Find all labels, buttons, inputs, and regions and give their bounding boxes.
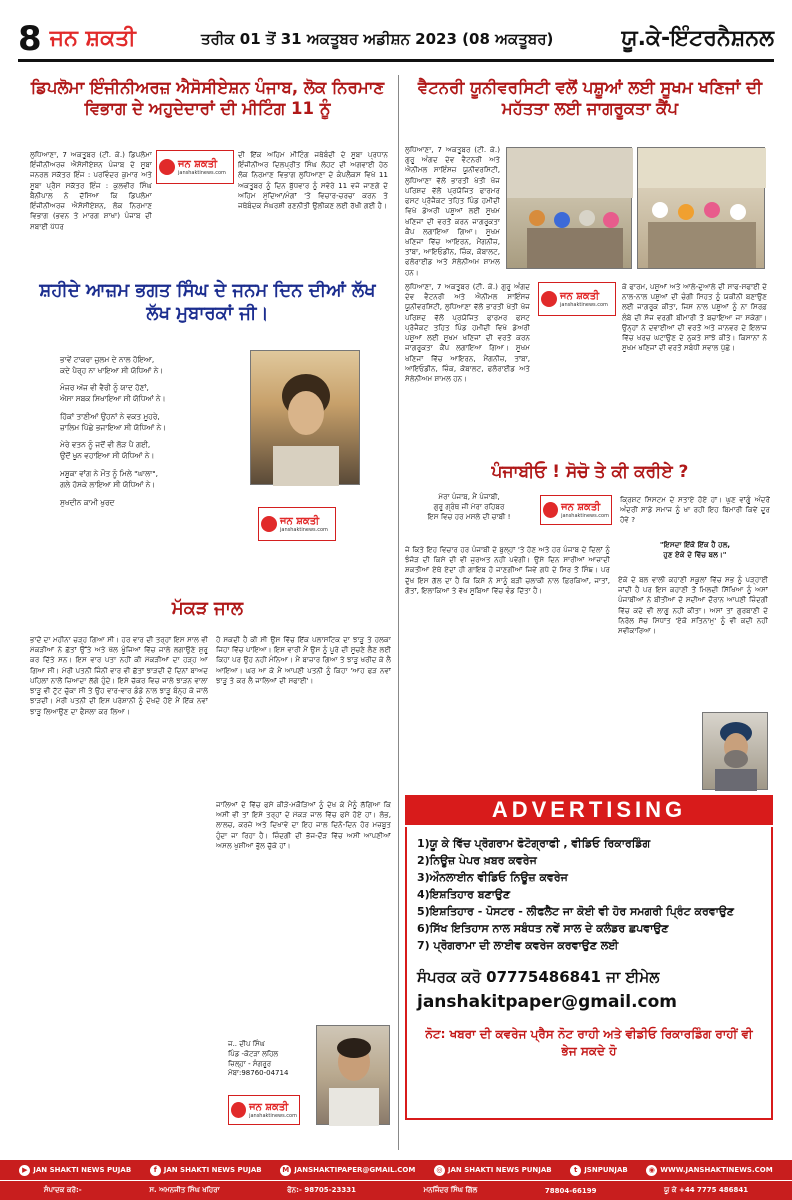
section-title: ਯੂ.ਕੇ-ਇੰਟਰਨੈਸ਼ਨਲ (621, 26, 774, 51)
ad-email[interactable]: janshakitpaper@gmail.com (417, 992, 678, 1013)
footer-contact-item: ਸੰਪਾਦਕ ਕਰੋ:- (43, 1186, 82, 1194)
article4-col2: ਕੇ ਫਾਰਮ, ਪਸ਼ੂਆਂ ਅਤੇ ਆਲੇ-ਦੁਆਲੇ ਦੀ ਸਾਫ-ਸਫਾਈ ਦੇ ਨਾਲ-ਨਾਲ ਪਸ਼ੂਆਂ ਦੀ ਚੰਗੀ ਸਿਹਤ ਨੂੰ ਯਕੀਨੀ ਬਣਾਉਣ ਲਈ ਜਾਗਰੂਕ ਕੀਤਾ, ਜਿਸ ਨਾਲ ਪਸ਼ੂਆਂ ਨੂੰ ਨਾ ਸਿਰਫ਼ ਲੰਬੇ ਦੀ ਸੋਜ ਵਰਗੀ ਬੀਮਾਰੀ ਤੋਂ ਬਚਾਇਆ ਜਾ ਸਕੇਗਾ। ਉਨ੍ਹਾਂ ਨੇ ਦਵਾਈਆਂ ਦੀ ਵਰਤੋਂ ਅਤੇ ਜਾਨਵਰ ਦੇ ਇਲਾਜ ਵਿੱਚ ਖਰਚ ਘਟਾਉਣ ਦੇ ਨੁਕਤੇ ਸਾਂਝੇ ਕੀਤੇ। ਕਿਸਾਨਾਂ ਨੇ ਸੂਖਮ ਖਣਿਜਾਂ ਦੀ ਵਰਤੋਂ ਸਬੰਧੀ ਸਵਾਲ ਪੁੱਛੇ। (622, 282, 767, 353)
poem (60, 355, 240, 516)
article5-quote: "ਇਸਦਾ ਇੱਕੋ ਇੱਕ ਹੈ ਹਲ, ਹੁਣ ਏਕੇ ਦੇ ਵਿੱਚ ਬਲ।" (659, 540, 731, 560)
edition-dateline: ਤਰੀਕ 01 ਤੋਂ 31 ਅਕਤੂਬਰ ਅਡੀਸ਼ਨ 2023 (08 ਅਕਤੂਬਰ) (200, 29, 554, 48)
footer-social-label: JANSHAKTIPAPER@GMAIL.COM (294, 1166, 416, 1174)
footer-social-label: JSNPUNJAB (584, 1166, 628, 1174)
article5-intro-left: ਮੇਰਾ ਪੰਜਾਬ, ਮੈਂ ਪੰਜਾਬੀ, ਗੁਰੂ ਗ੍ਰੰਥ ਜੀ ਮੇਰਾ ਰਹਿਬਰ ਇਸ ਵਿਚ ਹਰ ਮਸਲੇ ਦੀ ਚਾਬੀ ! (427, 492, 511, 522)
logo-site: janshaktinews.com (560, 301, 608, 308)
author-photo (702, 712, 768, 790)
ad-note: ਨੋਟ: ਖਬਰਾ ਦੀ ਕਵਰੇਜ ਪ੍ਰੈਸ ਨੋਟ ਰਾਹੀ ਅਤੇ ਵੀਡੀਓ ਰਿਕਾਰਡਿੰਗ ਰਾਹੀਂ ਵੀ ਭੇਜ ਸਕਦੇ ਹੋ (425, 1027, 753, 1059)
advertising-box (405, 827, 773, 1120)
footer-social-row (0, 1160, 792, 1180)
logo-name: ਜਨ ਸ਼ਕਤੀ (178, 158, 218, 170)
masthead (18, 18, 774, 62)
article4-headline: ਵੈਟਨਰੀ ਯੂਨੀਵਰਸਿਟੀ ਵਲੋਂ ਪਸ਼ੂਆਂ ਲਈ ਸੂਖਮ ਖਣਿਜਾਂ ਦੀ ਮਹੱਤਤਾ ਲਈ ਜਾਗਰੂਕਤਾ ਕੈਂਪ (417, 78, 763, 118)
logo-mark-icon (543, 502, 558, 518)
article5-intro-right: ਕ੍ਰਿਸ਼ਟ ਸਿਸਟਮ ਦੇ ਸਤਾਏ ਹੋਏ ਹਾਂ। ਘੁਣ ਵਾਂਗੂੰ ਅੰਦਰੋਂ ਅੰਦਰੀਂ ਸਾਡੇ ਸਮਾਜ ਨੂੰ ਖਾ ਰਹੀ ਇਹ ਬਿਮਾਰੀ ਕਿਵੇਂ ਦੂਰ ਹੋਵੇ ? (620, 495, 770, 525)
logo-mark-icon (261, 516, 277, 532)
instagram-icon: ◎ (434, 1165, 445, 1176)
poem-stanza: ਹਿੱਕਾਂ ਤਾਣੀਆਂ ਉਹਨਾਂ ਨੇ ਵਕਤ ਮੂਹਰੇ, ਜ਼ਾਲਿਮ ਪਿੱਛੇ ਭਜਾਇਆ ਸੀ ਯੋਧਿਆਂ ਨੇ। (60, 411, 167, 432)
footer-social-label: WWW.JANSHAKTINEWS.COM (660, 1166, 773, 1174)
page-number: 8 (18, 18, 42, 59)
article3-col3: ਜਾਲਿਆਂ ਦੇ ਵਿੱਚ ਫਸੇ ਕੀੜੇ-ਮਕੌੜਿਆਂ ਨੂੰ ਦੇਖ ਕੇ ਮੈਨੂੰ ਲੱਗਿਆ ਕਿ ਅਸੀਂ ਵੀ ਤਾਂ ਇਸੇ ਤਰ੍ਹਾਂ ਦੇ ਮੱਕੜ ਜਾਲ ਵਿੱਚ ਫਸੇ ਹੋਏ ਹਾਂ। ਲੋਭ, ਲਾਲਚ, ਕਰਜ਼ੇ ਅਤੇ ਦਿਖਾਵੇ ਦਾ ਇਹ ਜਾਲ ਦਿਨੋ-ਦਿਨ ਹੋਰ ਮਜ਼ਬੂਤ ਹੁੰਦਾ ਜਾ ਰਿਹਾ ਹੈ। ਜ਼ਿੰਦਗੀ ਦੀ ਭੱਜ-ਦੌੜ ਵਿੱਚ ਅਸੀਂ ਆਪਣੀਆਂ ਅਸਲ ਖੁਸ਼ੀਆਂ ਭੁੱਲ ਚੁੱਕੇ ਹਾਂ। (216, 800, 391, 850)
logo-site: janshaktinews.com (178, 169, 226, 176)
author-phone: ਮੋਬਾ:98760-04714 (228, 1069, 289, 1078)
footer-contacts-row (0, 1180, 792, 1200)
article2-headline: ਸ਼ਹੀਦੇ ਆਜ਼ਮ ਭਗਤ ਸਿੰਘ ਦੇ ਜਨਮ ਦਿਨ ਦੀਆਂ ਲੱਖ ਲੱਖ ਮੁਬਾਰਕਾਂ ਜੀ। (39, 280, 376, 324)
poem-author: ਸੁਖਦੀਨ ਕਾਮੀ ਖੁਰਦ (60, 498, 115, 508)
youtube-icon: ▶ (19, 1165, 30, 1176)
logo-site: janshaktinews.com (561, 512, 609, 519)
ad-service-item: 4)ਇਸ਼ਤਿਹਾਰ ਬਣਾਉਣ (417, 888, 510, 902)
newspaper-logo (258, 507, 336, 541)
author-name: ਜ.. ਦੀਪ ਸਿੰਘ (228, 1040, 265, 1048)
footer-social-link[interactable] (19, 1165, 131, 1176)
footer-social-link[interactable] (646, 1165, 772, 1176)
author-place: ਪਿੰਡ -ਕੋਟੜਾ ਲਹਿਲ (228, 1049, 279, 1058)
logo-name: ਜਨ ਸ਼ਕਤੀ (280, 515, 320, 527)
ad-contact-line: ਸੰਪਰਕ ਕਰੋ 07775486841 ਜਾ ਈਮੇਲ (417, 968, 660, 987)
article4-col1-top: ਲੁਧਿਆਣਾ, 7 ਅਕਤੂਬਰ (ਟੀ. ਕੇ.) ਗੁਰੂ ਅੰਗਦ ਦੇਵ ਵੈਟਨਰੀ ਅਤੇ ਐਨੀਮਲ ਸਾਇੰਸਜ਼ ਯੂਨੀਵਰਸਿਟੀ, ਲੁਧਿਆਣਾ ਵੱਲੋਂ ਭਾਰਤੀ ਖੇਤੀ ਖੋਜ ਪਰਿਸ਼ਦ ਵੱਲੋਂ ਪ੍ਰਯੋਜਿਤ ਫਾਰਮਰ ਫਸਟ ਪ੍ਰੋਜੈਕਟ ਤਹਿਤ ਪਿੰਡ ਹਮੀਦੀ ਵਿਖੇ ਡੇਅਰੀ ਪਸ਼ੂਆਂ ਲਈ ਸੂਖਮ ਖਣਿਜਾਂ ਦੀ ਵਰਤੋਂ ਕਰਨ ਜਾਗਰੂਕਤਾ ਕੈਂਪ ਲਗਾਇਆ ਗਿਆ। ਸੂਖਮ ਖਣਿਜਾਂ ਵਿੱਚ ਆਇਰਨ, ਮੈਂਗਨੀਜ਼, ਤਾਂਬਾ, ਆਇਓਡੀਨ, ਜ਼ਿੰਕ, ਕੋਬਾਲਟ, ਫਲੋਰਾਈਡ ਅਤੇ ਸੇਲੇਨੀਅਮ ਸ਼ਾਮਲ ਹਨ। (405, 145, 500, 277)
camp-photo-2 (637, 147, 765, 269)
logo-name: ਜਨ ਸ਼ਕਤੀ (560, 290, 600, 302)
poem-stanza: ਮੇਰੇ ਵਤਨ ਨੂੰ ਜਦੋਂ ਵੀ ਲੋੜ ਪੈ ਗਈ, ਉਦੋਂ ਖੂਨ ਵਹਾਇਆ ਸੀ ਯੋਧਿਆਂ ਨੇ। (60, 440, 155, 461)
article3-col2: ਹੋ ਸਕਦੀ ਹੈ ਕੀ ਸੀ ਉਸ ਵਿੱਚ ਇੱਕ ਪਲਾਸਟਿਕ ਦਾ ਝਾੜੂ ਤੇ ਹਲਕਾ ਜਿਹਾ ਵਿੱਚ ਪਾਇਆ। ਇਸ ਵਾਰੀ ਮੈਂ ਉਸ ਨੂੰ ਪੂਰੇ ਦੀ ਸੂਚਣੇ ਲੈਣ ਲਈ ਕਿਹਾ ਪਰ ਉਹ ਨਹੀਂ ਮੰਨਿਆ। ਮੈਂ ਬਾਜ਼ਾਰ ਗਿਆ ਤੇ ਝਾੜੂ ਖਰੀਦ ਕੇ ਲੈ ਆਇਆ। ਘਰ ਆ ਕੇ ਮੈਂ ਆਪਣੀ ਪਤਨੀ ਨੂੰ ਕਿਹਾ 'ਆਹ ਫੜ ਨਵਾਂ ਝਾੜੂ ਤੇ ਕਰ ਲੈ ਜਾਲਿਆਂ ਦੀ ਸਫਾਈ'। (216, 635, 391, 685)
column-divider (398, 75, 399, 1150)
footer-social-link[interactable] (150, 1165, 262, 1176)
footer-contact-item: ਸ. ਅਮਨਜੀਤ ਸਿੰਘ ਖਹਿਰਾ (149, 1186, 220, 1194)
author-district: ਜ਼ਿਲ੍ਹਾ - ਸੰਗਰੂਰ (228, 1059, 272, 1068)
newspaper-logo (156, 150, 234, 184)
author-photo-illustration (317, 1026, 391, 1126)
newspaper-brand: ਜਨ ਸ਼ਕਤੀ (49, 26, 136, 51)
article1-headline: ਡਿਪਲੋਮਾ ਇੰਜੀਨੀਅਰਜ਼ ਐਸੋਸੀਏਸ਼ਨ ਪੰਜਾਬ, ਲੋਕ ਨਿਰਮਾਣ ਵਿਭਾਗ ਦੇ ਅਹੁਦੇਦਾਰਾਂ ਦੀ ਮੀਟਿੰਗ 11 ਨੂੰ (30, 78, 385, 118)
logo-mark-icon (541, 291, 557, 307)
poem-stanza: ਭਾਵੇਂ ਟਾਕਰਾ ਜ਼ੁਲਮ ਦੇ ਨਾਲ ਹੋਇਆ, ਕਦੇ ਪੈਰ੍ਹ ਨਾ ਖਾਇਆ ਸੀ ਯੋਧਿਆਂ ਨੇ। (60, 355, 164, 375)
logo-mark-icon (231, 1102, 246, 1118)
footer-social-label: JAN SHAKTI NEWS PUJAB (163, 1166, 262, 1174)
author-photo (316, 1025, 390, 1125)
footer-social-label: JAN SHAKTI NEWS PUNJAB (447, 1166, 552, 1174)
gmail-icon: M (280, 1165, 291, 1176)
newspaper-logo (538, 282, 616, 316)
article5-headline: ਪੰਜਾਬੀਓ ! ਸੋਚੋ ਤੇ ਕੀ ਕਰੀਏ ? (491, 462, 689, 482)
twitter-icon: t (570, 1165, 581, 1176)
article5-col1: ਜੇ ਕਿਤੇ ਇਹ ਵਿਚਾਰ ਹਰ ਪੰਜਾਬੀ ਦੇ ਬੁਲ੍ਹਾਂ 'ਤੇ ਹੋਣ ਅਤੇ ਹਰ ਪੰਜਾਬ ਦੇ ਦਿਲਾਂ ਨੂੰ ਝੰਜੋੜ ਦੀ ਕਿਸੇ ਦੀ ਵੀ ਜੁਰਅਤ ਨਹੀਂ ਪਵੇਗੀ। ਉਸੇ ਦਿਨ ਸਾਰੀਆਂ ਆਜ਼ਾਦੀ ਸ਼ਕਤੀਆਂ ਏਥੇ ਏਦਾਂ ਹੀ ਗਾਇਬ ਹੋ ਜਾਣਗੀਆਂ ਜਿਵੇਂ ਗਧੇ ਦੇ ਸਿਰ ਤੋਂ ਸਿੰਙ। ਪਰ ਦੁੱਖ ਇਸ ਗੱਲ ਦਾ ਹੈ ਕਿ ਕਿਸੇ ਨੇ ਸਾਨੂੰ ਬੜੀ ਚਲਾਕੀ ਨਾਲ ਫ਼ਿਰਕਿਆਂ, ਜਾਤਾਂ, ਗੋਤਾਂ, ਇਲਾਕਿਆਂ ਤੇ ਵੱਖ ਸੂਬਿਆਂ ਵਿੱਚ ਵੰਡ ਦਿੱਤਾ ਹੈ। (405, 545, 610, 595)
footer-social-label: JAN SHAKTI NEWS PUJAB (33, 1166, 132, 1174)
article1-col2: ਦੀ ਇੱਕ ਅਹਿਮ ਮੀਟਿੰਗ ਜਥੇਬੰਦੀ ਦੇ ਸੂਬਾ ਪ੍ਰਧਾਨ ਇੰਜੀਨੀਅਰ ਦਿਲਪ੍ਰੀਤ ਸਿੰਘ ਲੋਹਟ ਦੀ ਅਗਵਾਈ ਹੇਠ ਲੋਕ ਨਿਰਮਾਣ ਵਿਭਾਗ ਲੁਧਿਆਣਾ ਦੇ ਕੰਪਲੈਕਸ ਵਿਖੇ 11 ਅਕਤੂਬਰ ਨੂੰ ਦਿਨ ਬੁੱਧਵਾਰ ਨੂੰ ਸਵੇਰੇ 11 ਵਜੇ ਜਾਣਗੇ ਦੇ ਅਹਿਮ ਮੁੱਦਿਆਂ/ਮੰਗਾਂ 'ਤੇ ਵਿਚਾਰ-ਚਰਚਾ ਕਰਨ ਤੇ ਜਥੇਬੰਦਕ ਸੰਘਰਸ਼ੀ ਰਣਨੀਤੀ ਉਲੀਕਣ ਲਈ ਰੱਖੀ ਗਈ ਹੈ। (238, 150, 388, 211)
facebook-icon: f (150, 1165, 161, 1176)
article3-headline: ਮੱਕੜ ਜਾਲ (171, 598, 244, 619)
portrait-illustration (251, 351, 361, 486)
footer-contact-item: ਫੋਨ:- 98705-23331 (287, 1186, 356, 1194)
advertising-services (407, 827, 771, 954)
ad-service-item: 6)ਸਿੱਖ ਇਤਿਹਾਸ ਨਾਲ ਸਬੰਧਤ ਨਵੇਂ ਸਾਲ ਦੇ ਕਲੰਡਰ ਛਪਵਾਉਣ (417, 922, 669, 936)
logo-name: ਜਨ ਸ਼ਕਤੀ (561, 501, 601, 513)
article4-col1-bottom: ਲੁਧਿਆਣਾ, 7 ਅਕਤੂਬਰ (ਟੀ. ਕੇ.) ਗੁਰੂ ਅੰਗਦ ਦੇਵ ਵੈਟਨਰੀ ਅਤੇ ਐਨੀਮਲ ਸਾਇੰਸਜ਼ ਯੂਨੀਵਰਸਿਟੀ, ਲੁਧਿਆਣਾ ਵੱਲੋਂ ਭਾਰਤੀ ਖੇਤੀ ਖੋਜ ਪਰਿਸ਼ਦ ਵੱਲੋਂ ਪ੍ਰਯੋਜਿਤ ਫਾਰਮਰ ਫਸਟ ਪ੍ਰੋਜੈਕਟ ਤਹਿਤ ਪਿੰਡ ਹਮੀਦੀ ਵਿਖੇ ਡੇਅਰੀ ਪਸ਼ੂਆਂ ਲਈ ਸੂਖਮ ਖਣਿਜਾਂ ਦੀ ਵਰਤੋਂ ਕਰਨ ਜਾਗਰੂਕਤਾ ਕੈਂਪ ਲਗਾਇਆ ਗਿਆ। ਸੂਖਮ ਖਣਿਜਾਂ ਵਿੱਚ ਆਇਰਨ, ਮੈਂਗਨੀਜ਼, ਤਾਂਬਾ, ਆਇਓਡੀਨ, ਜ਼ਿੰਕ, ਕੋਬਾਲਟ, ਫਲੋਰਾਈਡ ਅਤੇ ਸੇਲੇਨੀਅਮ ਸ਼ਾਮਲ ਹਨ। (405, 282, 530, 383)
footer-social-link[interactable] (434, 1165, 552, 1176)
author-photo-illustration (703, 713, 769, 791)
logo-name: ਜਨ ਸ਼ਕਤੀ (249, 1101, 289, 1113)
logo-site: janshaktinews.com (280, 526, 328, 533)
article3-col1: ਭਾਦੋਂ ਦਾ ਮਹੀਨਾ ਚੜ੍ਹ ਗਿਆ ਸੀ। ਹਰ ਵਾਰ ਦੀ ਤਰ੍ਹਾਂ ਇਸ ਸਾਲ ਵੀ ਮੱਕੜੀਆਂ ਨੇ ਛੱਤਾਂ ਉੱਤੇ ਅਤੇ ਖੱਲ ਖੂੰਜਿਆਂ ਵਿੱਚ ਜਾਲੇ ਲਗਾਉਣੇ ਸ਼ੁਰੂ ਕਰ ਦਿੱਤੇ ਸਨ। ਇਸ ਵਾਰ ਪਤਾ ਨਹੀਂ ਕੀ ਮੱਕੜੀਆਂ ਦਾ ਹੜ੍ਹ ਆ ਗਿਆ ਸੀ। ਮੇਰੀ ਪਤਨੀ ਜਿੰਨੀ ਵਾਰ ਵੀ ਛੱਤਾਂ ਝਾੜਦੀ ਦੋ ਦਿਨਾਂ ਬਾਅਦ ਪਹਿਲਾਂ ਨਾਲੋਂ ਜ਼ਿਆਦਾ ਲੱਗੇ ਹੁੰਦੇ। ਇਸੇ ਚੱਕਰ ਵਿਚ ਜਾਲੇ ਝਾੜਨ ਵਾਲਾ ਝਾੜੂ ਵੀ ਟੁੱਟ ਚੁੱਕਾ ਸੀ ਤੇ ਉਹ ਵਾਰ-ਵਾਰ ਡੰਡੇ ਨਾਲ ਝਾੜੂ ਬੰਨ੍ਹ ਕੇ ਜਾਲੇ ਝਾੜਦੀ। ਮੇਰੀ ਪਤਨੀ ਦੀ ਇਸ ਪਰੇਸ਼ਾਨੀ ਨੂੰ ਦੇਖਦੇ ਹੋਏ ਮੈਂ ਇੱਕ ਨਵਾਂ ਝਾੜੂ ਲਿਆਉਣ ਦਾ ਫੈਸਲਾ ਕਰ ਲਿਆ। (30, 635, 208, 716)
camp-photo-illustration (638, 148, 766, 270)
bhagat-singh-portrait (250, 350, 360, 485)
footer-bar (0, 1160, 792, 1200)
footer-social-link[interactable] (280, 1165, 415, 1176)
ad-service-item: 7) ਪ੍ਰੋਗਰਾਮਾ ਦੀ ਲਾਈਵ ਕਵਰੇਜ ਕਰਵਾਉਣ ਲਈ (417, 939, 619, 953)
newspaper-logo (228, 1095, 300, 1125)
camp-photo-1 (506, 147, 632, 269)
article1-col1: ਲੁਧਿਆਣਾ, 7 ਅਕਤੂਬਰ (ਟੀ. ਕੇ.) ਡਿਪਲੋਮਾ ਇੰਜੀਨੀਅਰਜ਼ ਐਸੋਸੀਏਸ਼ਨ ਪੰਜਾਬ ਦੇ ਸੂਬਾ ਜਨਰਲ ਸਕੱਤਰ ਇੰਜ : ਪਰਵਿੰਦਰ ਕੁਮਾਰ ਅਤੇ ਸੂਬਾ ਪ੍ਰੈਸ ਸਕੱਤਰ ਇੰਜ : ਕੁਲਵੀਰ ਸਿੰਘ ਬੈਨੀਪਾਲ ਨੇ ਦੱਸਿਆ ਕਿ ਡਿਪਲੋਮਾ ਇੰਜੀਨੀਅਰਜ਼ ਐਸੋਸੀਏਸ਼ਨ, ਲੋਕ ਨਿਰਮਾਣ ਵਿਭਾਗ (ਭਵਨ ਤੇ ਮਾਰਗ ਸ਼ਾਖਾ) ਪੰਜਾਬ ਦੀ ਸੂਬਾਈ ਪੱਧਰ (30, 150, 152, 230)
newspaper-logo (540, 495, 612, 525)
camp-photo-illustration (507, 148, 633, 270)
advertising-banner: ADVERTISING (405, 795, 773, 825)
ad-service-item: 3)ਔਨਲਾਈਨ ਵੀਡਿਓ ਨਿਊਜ਼ ਕਵਰੇਜ (417, 871, 568, 885)
logo-site: janshaktinews.com (249, 1112, 297, 1119)
footer-social-link[interactable] (570, 1165, 628, 1176)
poem-stanza: ਮੰਜਰ ਅੱਜ ਵੀ ਵੈਰੀ ਨੂੰ ਯਾਦ ਹੋਣਾਂ, ਐਸਾ ਸਬਕ ਸਿਖਾਇਆ ਸੀ ਯੋਧਿਆਂ ਨੇ। (60, 383, 166, 404)
footer-contact-item: ਯੂ ਕੇ +44 7775 486841 (664, 1186, 749, 1194)
article3-author (228, 1040, 313, 1079)
poem-stanza: ਮਸ਼ੂਕਾ ਵਾਂਗ ਨੇ ਮੌਤ ਨੂੰ ਮਿਲੇ "ਘਾਲਾ", ਗਲੇ ਹੱਸਕੇ ਲਾਇਆ ਸੀ ਯੋਧਿਆਂ ਨੇ। (60, 468, 159, 489)
ad-service-item: 1)ਯੂ ਕੇ ਵਿੱਚ ਪ੍ਰੋਗਰਾਮ ਫੋਟੋਗ੍ਰਾਫੀ , ਵੀਡਿਓ ਰਿਕਾਰਡਿੰਗ (417, 837, 651, 850)
footer-contact-item: ਮਨਜਿੰਦਰ ਸਿੰਘ ਗਿੱਲ (423, 1186, 478, 1194)
ad-service-item: 2)ਨਿਊਜ਼ ਪੇਪਰ ਖ਼ਬਰ ਕਵਰੇਜ (417, 854, 537, 868)
web-icon: ◉ (646, 1165, 657, 1176)
logo-mark-icon (159, 159, 175, 175)
article5-col2: ਏਕੇ ਦੇ ਬਲ ਵਾਲੀ ਕਹਾਣੀ ਸਕੂਲਾਂ ਵਿੱਚ ਸਭ ਨੂੰ ਪੜ੍ਹਾਈ ਜਾਂਦੀ ਹੈ ਪਰ ਇਸ ਕਹਾਣੀ ਤੋਂ ਮਿਲਦੀ ਸਿੱਖਿਆ ਨੂੰ ਅਸਾਂ ਪੰਜਾਬੀਆਂ ਨੇ ਬੀਤੀਆਂ ਦੋ ਸਦੀਆਂ ਦੌਰਾਨ ਆਪਣੀ ਜ਼ਿੰਦਗੀ ਵਿੱਚ ਕਦੇ ਵੀ ਲਾਗੂ ਨਹੀਂ ਕੀਤਾ। ਅਸਾਂ ਤਾਂ ਗੁਰਬਾਣੀ ਦੇ ਨਿਰੋਲ ਸੱਚ ਸਿਧਾਂਤ 'ਏਕੋ ਸਤਿਨਾਮੁ' ਨੂੰ ਵੀ ਕਦੀ ਨਹੀਂ ਸਵੀਕਾਰਿਆ। (618, 575, 768, 636)
footer-contact-item: 78804-66199 (544, 1186, 597, 1195)
ad-service-item: 5)ਇਸ਼ਤਿਹਾਰ - ਪੋਸਟਰ - ਲੀਫਲੈਟ ਜਾ ਕੋਈ ਵੀ ਹੋਰ ਸਮਗਰੀ ਪ੍ਰਿੰਟ ਕਰਵਾਉਣ (417, 905, 734, 919)
